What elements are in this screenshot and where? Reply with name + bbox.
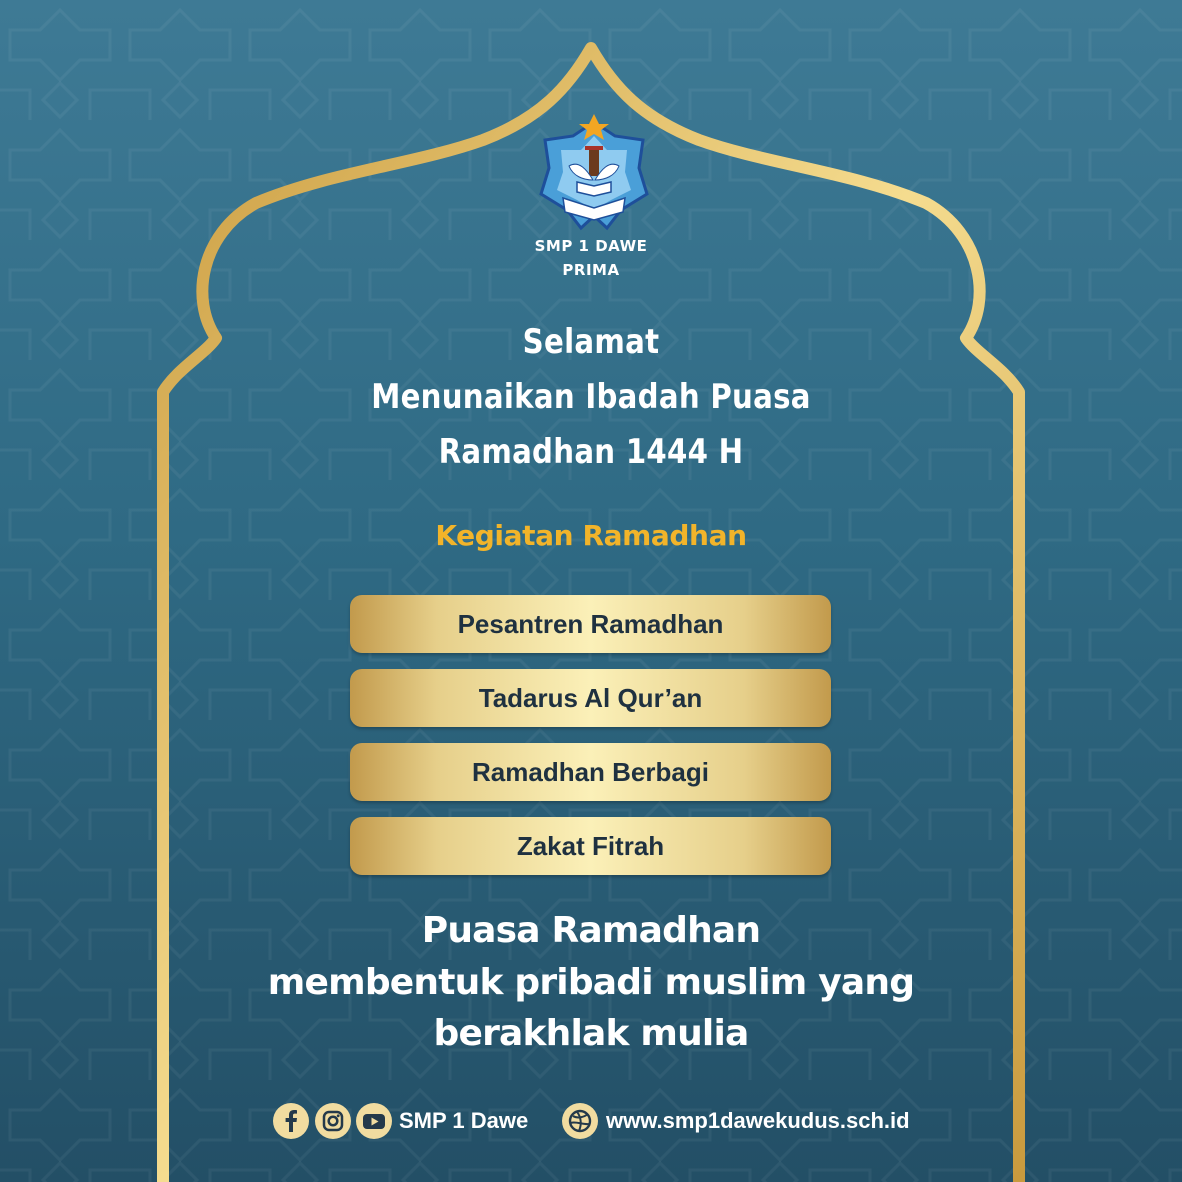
greeting-line-1: Selamat: [522, 322, 660, 362]
website-link[interactable]: www.smp1dawekudus.sch.id: [606, 1108, 910, 1133]
activity-item-pesantren: [350, 595, 831, 653]
greeting-line-2: Menunaikan Ibadah Puasa: [371, 377, 811, 417]
activity-label: Zakat Fitrah: [516, 830, 665, 861]
motto-line-2: membentuk pribadi muslim yang: [267, 962, 915, 1003]
globe-icon[interactable]: [562, 1103, 598, 1139]
activity-item-berbagi: [350, 743, 831, 801]
activity-label: Tadarus Al Qur’an: [478, 682, 703, 713]
activity-label: Pesantren Ramadhan: [457, 608, 724, 639]
facebook-icon[interactable]: [273, 1103, 309, 1139]
motto-line-1: Puasa Ramadhan: [421, 910, 761, 951]
school-logo: [535, 114, 653, 232]
greeting-line-3: Ramadhan 1444 H: [438, 432, 744, 472]
school-tagline: PRIMA: [562, 261, 620, 279]
activity-item-zakat: [350, 817, 831, 875]
youtube-icon[interactable]: [356, 1103, 392, 1139]
social-handle[interactable]: SMP 1 Dawe: [399, 1108, 529, 1133]
school-name: SMP 1 DAWE: [534, 237, 648, 255]
activities-heading: Kegiatan Ramadhan: [435, 519, 747, 552]
activity-label: Ramadhan Berbagi: [472, 756, 709, 787]
instagram-icon[interactable]: [315, 1103, 351, 1139]
activity-item-tadarus: [350, 669, 831, 727]
motto-line-3: berakhlak mulia: [433, 1013, 749, 1054]
